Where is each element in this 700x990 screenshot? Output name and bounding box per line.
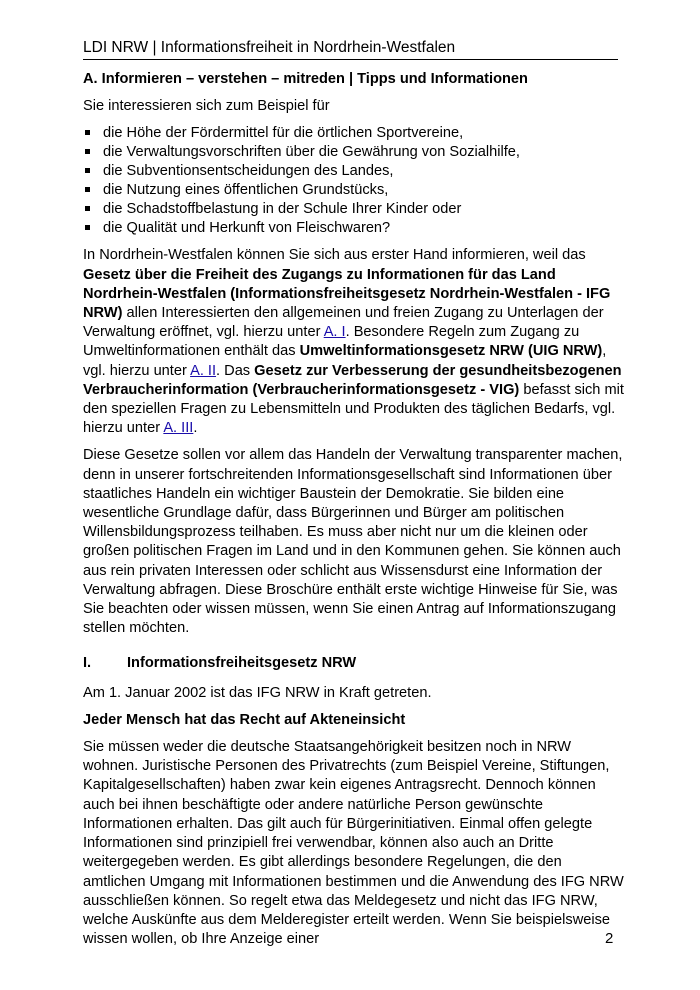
bullet-square-icon (85, 225, 90, 230)
page-content (83, 70, 628, 957)
section-number: I. (83, 655, 92, 672)
page-number: 2 (605, 930, 614, 947)
list-item: die Höhe der Fördermittel für die örtlichen Sportvereine, (83, 124, 628, 143)
link-a-iii[interactable]: A. III (163, 420, 194, 437)
page-heading: A. Informieren – verstehen – mitreden | Tipps und Informationen (83, 71, 528, 87)
link-a-i[interactable]: A. I (323, 324, 346, 341)
laws-paragraph: In Nordrhein-Westfalen können Sie sich aus erster Hand informieren, weil das Gesetz über die Freiheit des Zugangs zu Informationen für das Land Nordrhein-Westfalen (Informationsfreiheitsgesetz Nordrhein-Westfalen - IFG NRW) allen Interessierten den allgemeinen und freien Zugang zu Unterlagen der Verwaltung eröffnet, vgl. hierzu unter A. I. Besondere Regeln zum Zugang zu Umweltinformationen enthält das Umweltinformationsgesetz NRW (UIG NRW), vgl. hierzu unter A. II. Das Gesetz zur Verbesserung der gesundheitsbezogenen Verbraucherinformation (Verbraucherinformationsgesetz - VIG) befasst sich mit den speziellen Fragen zu Lebensmitteln und Produkten des täglichen Bedarfs, vgl. hierzu unter A. III. (83, 247, 624, 437)
section-title: Informationsfreiheitsgesetz NRW (127, 655, 357, 672)
bullet-square-icon (85, 206, 90, 211)
list-item: die Nutzung eines öffentlichen Grundstücks, (83, 181, 628, 200)
link-a-ii[interactable]: A. II (190, 362, 217, 379)
subheading: Jeder Mensch hat das Recht auf Akteneinsicht (83, 711, 406, 728)
bullet-square-icon (85, 130, 90, 135)
transparency-paragraph: Diese Gesetze sollen vor allem das Handeln der Verwaltung transparenter machen, denn in unserer fortschreitenden Informationsgesellschaft sind Informationen über staatliches Handeln ein wichtiger Baustein der Demokratie. Sie bilden eine wesentliche Grundlage dafür, dass Bürgerinnen und Bürger am politischen Willensbildungsprozess teilhaben. Es muss aber nicht nur um die kleinen oder großen politischen Fragen im Land und in den Kommunen gehen. Sie können auch aus rein privaten Interessen oder schlicht aus Wissensdurst eine Information der Verwaltung abfragen. Diese Broschüre enthält erste wichtige Hinweise für Sie, was Sie beachten oder wissen müssen, wenn Sie einen Antrag auf Informationszugang stellen möchten. (83, 447, 623, 637)
bullet-square-icon (85, 149, 90, 154)
list-item: die Qualität und Herkunft von Fleischwaren? (83, 219, 628, 238)
rights-paragraph: Sie müssen weder die deutsche Staatsangehörigkeit besitzen noch in NRW wohnen. Juristische Personen des Privatrechts (zum Beispiel Vereine, Stiftungen, Kapitalgesellschaften) haben zwar kein eigenes Antragsrecht. Dennoch können auch bei ihnen beschäftigte oder andere natürliche Person gewünschte Informationen erhalten. Das gilt auch für Bürgerinitiativen. Einmal offen gelegte Informationen sind prinzipiell frei verwendbar, können also auch an Dritte weitergegeben werden. Es gibt allerdings besondere Regelungen, die den amtlichen Umgang mit Informationen bestimmen und die Anwendung des IFG NRW ausschließen können. So regelt etwa das Meldegesetz und nicht das IFG NRW, welche Auskünfte aus dem Melderegister erteilt werden. Wenn Sie beispielsweise wissen wollen, ob Ihre Anzeige einer (83, 739, 624, 948)
intro-text: Sie interessieren sich zum Beispiel für (83, 98, 330, 115)
bullet-square-icon (85, 187, 90, 192)
list-item: die Schadstoffbelastung in der Schule Ihrer Kinder oder (83, 200, 628, 219)
running-header: LDI NRW | Informationsfreiheit in Nordrhein-Westfalen (83, 38, 618, 60)
bullet-square-icon (85, 168, 90, 173)
list-item: die Verwaltungsvorschriften über die Gewährung von Sozialhilfe, (83, 143, 628, 162)
interest-list (83, 124, 628, 238)
effective-date-paragraph: Am 1. Januar 2002 ist das IFG NRW in Kraft getreten. (83, 684, 432, 701)
section-heading (83, 654, 628, 673)
list-item: die Subventionsentscheidungen des Landes, (83, 162, 628, 181)
